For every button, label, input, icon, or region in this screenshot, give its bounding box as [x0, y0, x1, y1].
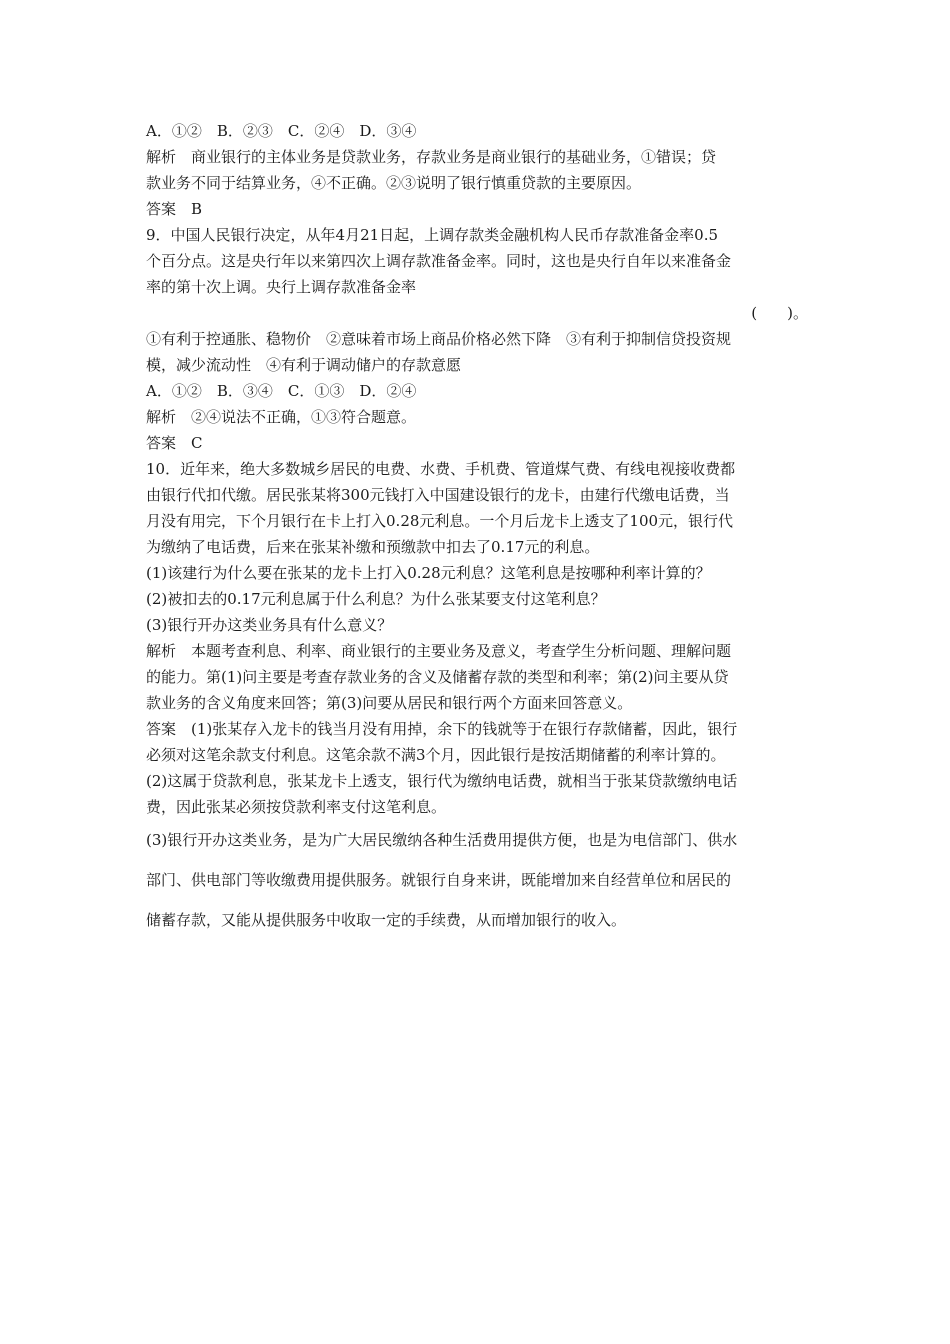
- q8-answer: 答案 B: [146, 200, 203, 218]
- q10-question: (2)被扣去的0.17元利息属于什么利息？为什么张某要支付这笔利息？: [146, 590, 606, 608]
- q10-analysis-line: 款业务的含义角度来回答；第(3)问要从居民和银行两个方面来回答意义。: [146, 694, 633, 712]
- q9-stem-line: 个百分点。这是央行年以来第四次上调存款准备金率。同时，这也是央行自年以来准备金: [146, 252, 732, 270]
- q10-answer-part3-line: 储蓄存款，又能从提供服务中收取一定的手续费，从而增加银行的收入。: [146, 911, 627, 929]
- q10-answer-line: (2)这属于贷款利息，张某龙卡上透支，银行代为缴纳电话费，就相当于张某贷款缴纳电话: [146, 772, 738, 790]
- q9-analysis: 解析 ②④说法不正确，①③符合题意。: [146, 408, 417, 426]
- q9-answer: 答案 C: [146, 434, 203, 452]
- q10-analysis-line: 解析 本题考查利息、利率、商业银行的主要业务及意义，考查学生分析问题、理解问题: [146, 642, 732, 660]
- q10-stem-line: 为缴纳了电话费，后来在张某补缴和预缴款中扣去了0.17元的利息。: [146, 538, 600, 556]
- q10-stem-line: 10．近年来，绝大多数城乡居民的电费、水费、手机费、管道煤气费、有线电视接收费都: [146, 460, 736, 478]
- q10-answer-part3: [146, 820, 810, 940]
- q10-question: (1)该建行为什么要在张某的龙卡上打入0.28元利息？这笔利息是按哪种利率计算的？: [146, 564, 711, 582]
- q10-answer-line: 答案 (1)张某存入龙卡的钱当月没有用掉，余下的钱就等于在银行存款储蓄，因此，银行: [146, 720, 738, 738]
- q9-options: A．①② B．③④ C．①③ D．②④: [146, 382, 417, 400]
- q9-choice-line: ①有利于控通胀、稳物价 ②意味着市场上商品价格必然下降 ③有利于抑制信贷投资规: [146, 330, 732, 348]
- q9-stem-line: 9．中国人民银行决定，从年4月21日起，上调存款类金融机构人民币存款准备金率0.5: [146, 226, 719, 244]
- q10-answer-line: 费，因此张某必须按贷款利率支付这笔利息。: [146, 798, 447, 816]
- q10-answer-line: 必须对这笔余款支付利息。这笔余款不满3个月，因此银行是按活期储蓄的利率计算的。: [146, 746, 726, 764]
- q10-answer-part3-line: (3)银行开办这类业务，是为广大居民缴纳各种生活费用提供方便，也是为电信部门、供水: [146, 831, 738, 849]
- q9-answer-blank: ( )。: [751, 304, 808, 322]
- q9-choice-line: 模，减少流动性 ④有利于调动储户的存款意愿: [146, 356, 462, 374]
- document-body: [146, 118, 810, 940]
- q8-options: A．①② B．②③ C．②④ D．③④: [146, 122, 417, 140]
- q8-analysis-line: 解析 商业银行的主体业务是贷款业务，存款业务是商业银行的基础业务，①错误；贷: [146, 148, 717, 166]
- q10-analysis-line: 的能力。第(1)问主要是考查存款业务的含义及储蓄存款的类型和利率；第(2)问主要从贷: [146, 668, 729, 686]
- q10-stem-line: 月没有用完，下个月银行在卡上打入0.28元利息。一个月后龙卡上透支了100元，银行代: [146, 512, 734, 530]
- q8-analysis-line: 款业务不同于结算业务，④不正确。②③说明了银行慎重贷款的主要原因。: [146, 174, 642, 192]
- q10-stem-line: 由银行代扣代缴。居民张某将300元钱打入中国建设银行的龙卡，由建行代缴电话费，当: [146, 486, 730, 504]
- q10-answer-part3-line: 部门、供电部门等收缴费用提供服务。就银行自身来讲，既能增加来自经营单位和居民的: [146, 871, 732, 889]
- q9-stem-line: 率的第十次上调。央行上调存款准备金率: [146, 278, 417, 296]
- q10-question: (3)银行开办这类业务具有什么意义？: [146, 616, 393, 634]
